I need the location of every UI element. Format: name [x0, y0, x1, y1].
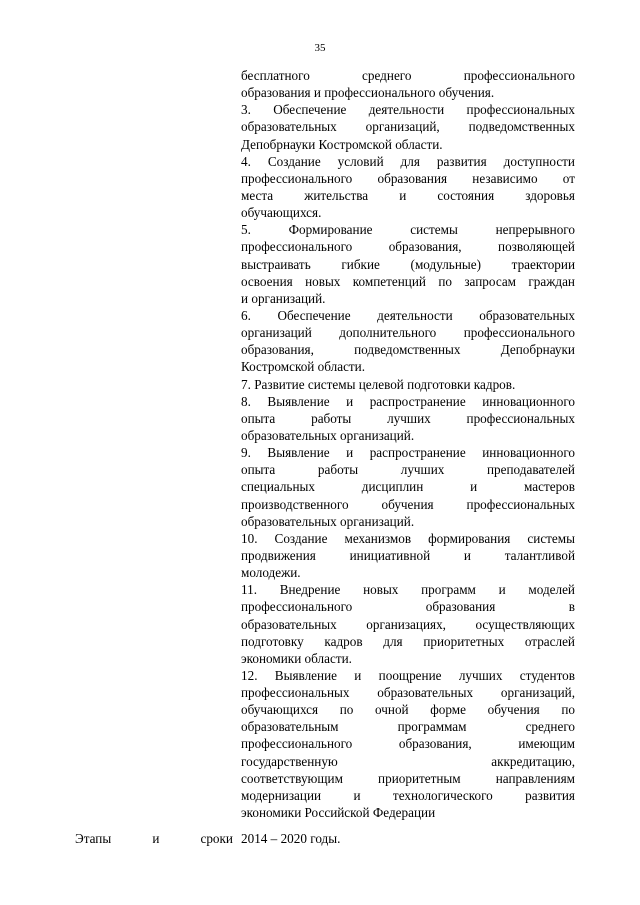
text-line: профессиональных образовательных организаций, — [241, 685, 575, 701]
text-line: бесплатного среднего профессионального — [241, 68, 575, 83]
text-line: 4. Создание условий для развития доступности — [241, 153, 575, 169]
text-line: 12. Выявление и поощрение лучших студентов — [241, 667, 575, 683]
text-line: специальных дисциплин и мастеров — [241, 479, 575, 495]
text-line: и организаций. — [241, 290, 326, 306]
stages-and-terms-value: 2014 – 2020 годы. — [241, 831, 341, 846]
text-line: опыта работы лучших преподавателей — [241, 462, 575, 478]
text-line: опыта работы лучших профессиональных — [241, 410, 575, 426]
text-line: 3. Обеспечение деятельности профессиональных — [241, 102, 575, 118]
text-line: образовательных организаций, подведомственных — [241, 119, 575, 135]
text-line: места жительства и состояния здоровья — [241, 187, 575, 203]
text-line: обучающихся по очной форме обучения по — [241, 702, 575, 718]
text-line: 11. Внедрение новых программ и моделей — [241, 582, 575, 598]
text-line: образования, подведомственных Депобрнауки — [241, 342, 575, 358]
text-line: образовательным программам среднего — [241, 719, 575, 735]
document-body — [241, 67, 575, 821]
text-line: образовательных организаций. — [241, 427, 415, 443]
text-line: образовательных организаций. — [241, 513, 415, 529]
text-line: 6. Обеспечение деятельности образовательных — [241, 307, 575, 323]
text-line: профессионального образования, позволяющей — [241, 239, 575, 255]
text-line: профессионального образования в — [241, 599, 575, 615]
text-line: организаций дополнительного профессионального — [241, 325, 575, 341]
text-line: профессионального образования независимо от — [241, 170, 575, 186]
text-line: модернизации и технологического развития — [241, 787, 575, 803]
stages-and-terms-label: Этапы и сроки — [75, 831, 233, 846]
text-line: обучающихся. — [241, 205, 322, 221]
text-line: Депобрнауки Костромской области. — [241, 136, 443, 152]
text-line: продвижения инициативной и талантливой — [241, 547, 575, 563]
text-line: молодежи. — [241, 565, 301, 581]
text-line: 7. Развитие системы целевой подготовки кадров. — [241, 376, 516, 392]
text-line: государственную аккредитацию, — [241, 753, 575, 769]
text-line: 10. Создание механизмов формирования системы — [241, 530, 575, 546]
text-line: соответствующим приоритетным направлениям — [241, 770, 575, 786]
text-line: 8. Выявление и распространение инновационного — [241, 393, 575, 409]
text-line: экономики области. — [241, 650, 352, 666]
text-line: профессионального образования, имеющим — [241, 736, 575, 752]
text-line: образовательных организациях, осуществляющих — [241, 616, 575, 632]
text-line: подготовку кадров для приоритетных отраслей — [241, 633, 575, 649]
text-line: Костромской области. — [241, 359, 366, 375]
text-line: выстраивать гибкие (модульные) траектории — [241, 256, 575, 272]
stages-and-terms-row — [0, 830, 640, 848]
text-line: 9. Выявление и распространение инновационного — [241, 445, 575, 461]
text-line: производственного обучения профессиональных — [241, 496, 575, 512]
text-line: образования и профессионального обучения. — [241, 85, 495, 101]
text-line: 5. Формирование системы непрерывного — [241, 222, 575, 238]
text-line: экономики Российской Федерации — [241, 805, 436, 821]
text-line: освоения новых компетенций по запросам граждан — [241, 273, 575, 289]
page-number: 35 — [314, 42, 326, 54]
